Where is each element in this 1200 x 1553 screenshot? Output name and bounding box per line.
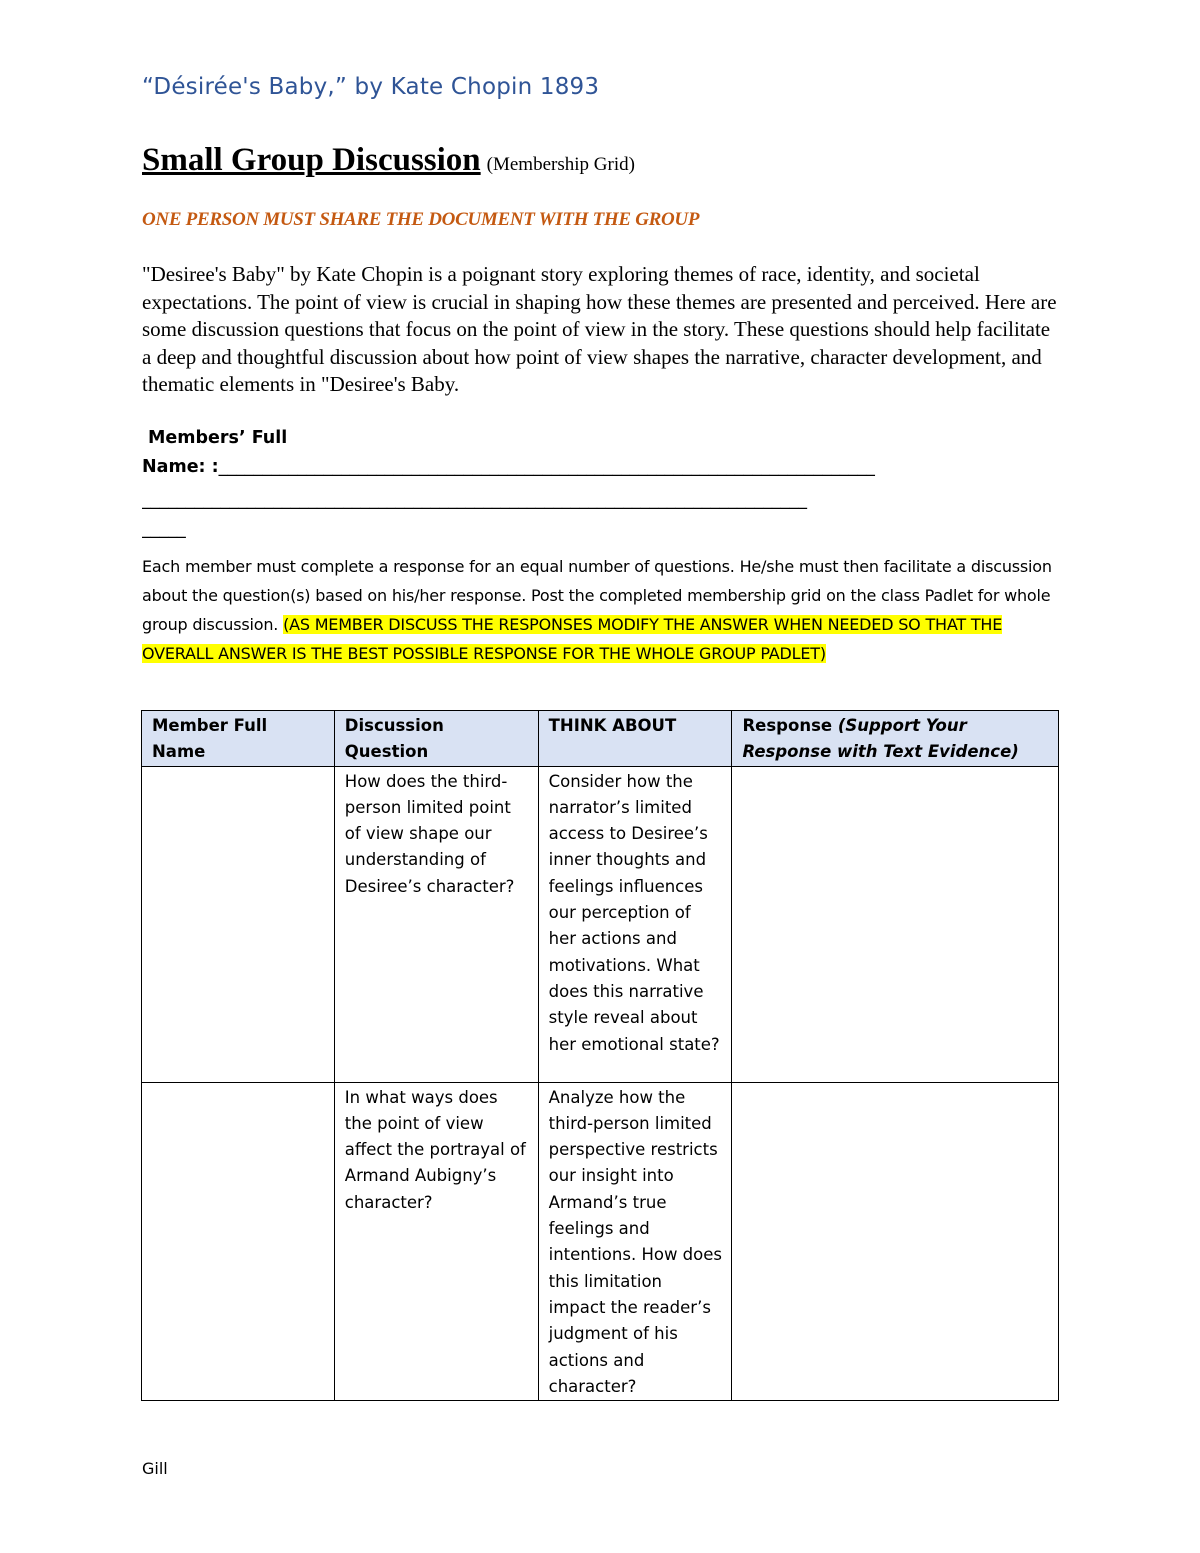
instructions-highlight: (AS MEMBER DISCUSS THE RESPONSES MODIFY THE ANSWER WHEN NEEDED SO THAT THE OVERALL ANSWER IS THE BEST POSSIBLE RESPONSE FOR THE WHOLE GROUP PADLET) [142,615,1003,663]
member-name-cell[interactable] [142,1082,335,1401]
instructions-text: Each member must complete a response for an equal number of questions. He/she must then facilitate a discussion about the question(s) based on his/her response. Post the completed membership grid on the class Padlet for whole group discussion. [142,557,1052,634]
member-name-cell[interactable] [142,766,335,1082]
header-think-about: THINK ABOUT [538,711,732,767]
header-response [732,711,1059,767]
response-cell[interactable] [732,766,1059,1082]
members-label-line-2: Name: : [142,457,219,477]
section-heading [142,142,635,179]
think-about-cell: Analyze how the third-person limited perspective restricts our insight into Armand’s true feelings and intentions. How does this limitation impact the reader’s judgment of his actions and character? [538,1082,732,1401]
question-cell: In what ways does the point of view affect the portrayal of Armand Aubigny’s character? [334,1082,538,1401]
table-row [142,766,1059,1082]
header-response-note: (Support Your Response with Text Evidence) [742,716,1019,762]
members-name-blank-3: _____ [142,519,186,539]
members-name-blank-2: ____________________________________________________________________________ [142,490,807,510]
table-row [142,1082,1059,1401]
share-note: ONE PERSON MUST SHARE THE DOCUMENT WITH THE GROUP [142,209,700,230]
membership-grid-table [141,710,1059,1401]
members-name-label [142,424,1062,482]
header-response-main: Response [742,716,838,735]
heading-main: Small Group Discussion [142,142,481,178]
table-header-row [142,711,1059,767]
document-title: “Désirée's Baby,” by Kate Chopin 1893 [142,74,600,100]
page-footer: Gill [142,1459,168,1478]
header-discussion-question: Discussion Question [334,711,538,767]
instructions-paragraph [142,552,1067,668]
response-cell[interactable] [732,1082,1059,1401]
header-member-name: Member Full Name [142,711,335,767]
intro-paragraph: "Desiree's Baby" by Kate Chopin is a poignant story exploring themes of race, identity, and societal expectations. The point of view is crucial in shaping how these themes are presented and perceived. Here are some discussion questions that focus on the point of view in the story. These questions should help facilitate a deep and thoughtful discussion about how point of view shapes the narrative, character development, and thematic elements in "Desiree's Baby. [142,262,1057,396]
question-cell: How does the third-person limited point of view shape our understanding of Desiree’s character? [334,766,538,1082]
members-label-line-1: Members’ Full [148,428,288,448]
members-name-blanks [142,486,1062,544]
members-name-blank-1: ___________________________________________________________________________ [218,457,875,477]
heading-sub: (Membership Grid) [486,154,635,175]
think-about-cell: Consider how the narrator’s limited access to Desiree’s inner thoughts and feelings influences our perception of her actions and motivations. What does this narrative style reveal about her emotional state? [538,766,732,1082]
